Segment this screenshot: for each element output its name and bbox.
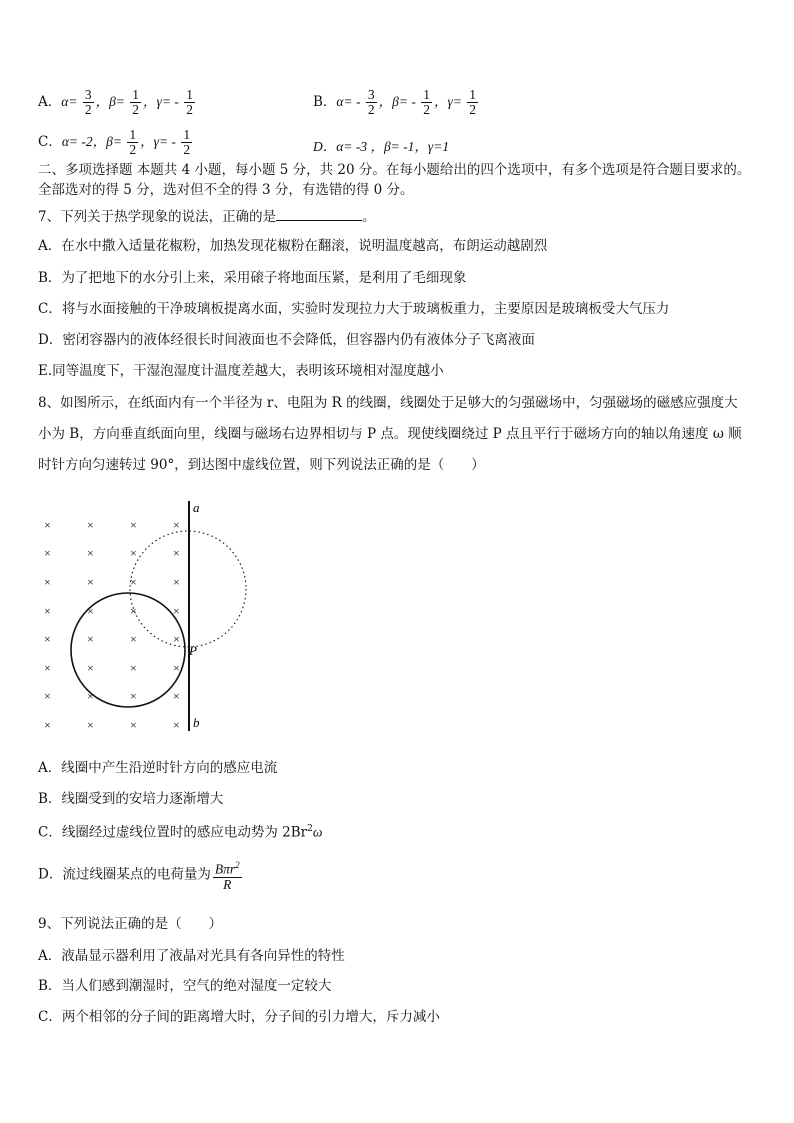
superscript: 2 bbox=[307, 824, 313, 834]
fraction-numerator bbox=[213, 858, 242, 878]
field-cross-grid bbox=[44, 518, 180, 732]
fraction-denominator: 2 bbox=[186, 102, 193, 117]
q9-option-b: B．当人们感到潮湿时，空气的绝对湿度一定较大 bbox=[38, 978, 332, 994]
field-cross: × bbox=[173, 546, 180, 560]
fraction-numerator: 3 bbox=[367, 87, 375, 102]
fraction bbox=[366, 88, 377, 117]
field-cross: × bbox=[44, 661, 51, 675]
coil-solid-circle bbox=[71, 593, 185, 707]
q8-option-b: B．线圈受到的安培力逐渐增大 bbox=[38, 791, 224, 807]
q9-option-c: C．两个相邻的分子间的距离增大时，分子间的引力增大，斥力减小 bbox=[38, 1009, 440, 1025]
fraction bbox=[127, 128, 138, 157]
alpha-beta-label: α= -2，β= bbox=[61, 134, 126, 149]
field-cross: × bbox=[130, 575, 137, 589]
q6-option-d bbox=[313, 135, 449, 155]
omega-symbol: ω bbox=[312, 824, 323, 840]
field-cross: × bbox=[130, 518, 137, 532]
q7-option-d: D．密闭容器内的液体经很长时间液面也不会降低，但容器内仍有液体分子飞离液面 bbox=[38, 332, 535, 348]
field-cross: × bbox=[130, 632, 137, 646]
q7-option-e: E.同等温度下，干湿泡湿度计温度差越大，表明该环境相对湿度越小 bbox=[38, 363, 444, 379]
field-cross: × bbox=[173, 518, 180, 532]
q8-stem-line-3: 时针方向匀速转过 90°，到达图中虚线位置，则下列说法正确的是（ ） bbox=[38, 457, 485, 473]
section-2-instructions-line-2: 全部选对的得 5 分，选对但不全的得 3 分，有选错的得 0 分。 bbox=[38, 182, 414, 198]
label-b: b bbox=[193, 715, 200, 730]
section-2-instructions-line-1: 二、多项选择题 本题共 4 小题，每小题 5 分，共 20 分。在每小题给出的四个选项中，有多个选项是符合题目要求的。 bbox=[38, 162, 751, 178]
option-d-text: D．流过线圈某点的电荷量为 bbox=[38, 866, 211, 883]
q8-option-c bbox=[38, 819, 322, 843]
field-cross: × bbox=[173, 718, 180, 732]
field-cross: × bbox=[87, 718, 94, 732]
q6-option-a bbox=[38, 88, 197, 117]
q7-option-a: A．在水中撒入适量花椒粉，加热发现花椒粉在翻滚，说明温度越高，布朗运动越剧烈 bbox=[38, 238, 548, 254]
q8-stem-line-2: 小为 B，方向垂直纸面向里，线圈与磁场右边界相切与 P 点。现使线圈绕过 P 点且平行于磁场方向的轴以角速度 ω 顺 bbox=[38, 426, 742, 442]
field-cross: × bbox=[173, 604, 180, 618]
q7-stem-text: 7、下列关于热学现象的说法，正确的是 bbox=[38, 209, 277, 225]
option-letter: A． bbox=[38, 94, 62, 110]
q6-option-c bbox=[38, 128, 194, 157]
field-cross: × bbox=[87, 518, 94, 532]
gamma-label: ，γ= - bbox=[143, 94, 183, 109]
gamma-label: ，γ= bbox=[433, 94, 466, 109]
label-p: P bbox=[189, 643, 197, 658]
fraction-denominator: 2 bbox=[183, 142, 191, 157]
fraction-numerator: 1 bbox=[129, 127, 137, 142]
field-cross: × bbox=[44, 518, 51, 532]
magnetic-field-figure bbox=[30, 495, 270, 740]
numerator-text: Bπr bbox=[214, 861, 236, 877]
alpha-label: α= - bbox=[336, 94, 364, 109]
fraction-denominator: 2 bbox=[84, 102, 92, 117]
field-cross: × bbox=[44, 632, 51, 646]
q7-stem-end: 。 bbox=[362, 209, 376, 225]
field-cross: × bbox=[87, 689, 94, 703]
field-cross: × bbox=[44, 575, 51, 589]
field-cross: × bbox=[173, 661, 180, 675]
field-cross: × bbox=[173, 632, 180, 646]
field-cross: × bbox=[87, 661, 94, 675]
field-cross: × bbox=[130, 661, 137, 675]
field-cross: × bbox=[44, 718, 51, 732]
q8-option-d bbox=[38, 858, 244, 892]
fraction-numerator: 1 bbox=[132, 87, 140, 102]
q8-option-a: A．线圈中产生沿逆时针方向的感应电流 bbox=[38, 760, 278, 776]
field-cross: × bbox=[44, 604, 51, 618]
field-cross: × bbox=[173, 689, 180, 703]
field-cross: × bbox=[87, 632, 94, 646]
q9-stem: 9、下列说法正确的是（ ） bbox=[38, 916, 223, 932]
fraction bbox=[83, 88, 94, 117]
q7-option-c: C．将与水面接触的干净玻璃板提离水面，实验时发现拉力大于玻璃板重力，主要原因是玻璃板受大气压力 bbox=[38, 301, 670, 317]
field-cross: × bbox=[44, 689, 51, 703]
fraction bbox=[421, 88, 432, 117]
fraction-denominator: 2 bbox=[132, 102, 140, 117]
fraction-numerator: 1 bbox=[183, 127, 191, 142]
charge-fraction bbox=[213, 858, 242, 892]
option-d-text: D．α= -3 ，β= -1，γ=1 bbox=[313, 139, 450, 154]
field-cross: × bbox=[87, 604, 94, 618]
field-cross: × bbox=[44, 546, 51, 560]
gamma-label: ，γ= - bbox=[140, 134, 180, 149]
q8-stem-line-1: 8、如图所示，在纸面内有一个半径为 r、电阻为 R 的线圈，线圈处于足够大的匀强磁场中，匀强磁场的磁感应强度大 bbox=[38, 395, 738, 411]
q7-stem bbox=[38, 206, 376, 227]
fraction-denominator: 2 bbox=[469, 102, 477, 117]
fraction-numerator: 1 bbox=[423, 87, 430, 102]
alpha-label: α= bbox=[61, 94, 81, 109]
beta-label: ，β= bbox=[95, 94, 129, 109]
field-cross: × bbox=[130, 604, 137, 618]
fraction-denominator: 2 bbox=[129, 142, 137, 157]
option-letter: B． bbox=[313, 94, 337, 110]
fraction bbox=[130, 88, 141, 117]
fraction-numerator: 3 bbox=[84, 87, 92, 102]
option-letter: C． bbox=[38, 134, 62, 150]
field-cross: × bbox=[130, 546, 137, 560]
field-cross: × bbox=[130, 718, 137, 732]
fraction-numerator: 1 bbox=[186, 87, 193, 102]
fraction-denominator: 2 bbox=[367, 102, 375, 117]
field-cross: × bbox=[130, 689, 137, 703]
answer-blank bbox=[276, 206, 362, 221]
fraction bbox=[467, 88, 478, 117]
q6-option-b bbox=[313, 88, 480, 117]
superscript: 2 bbox=[235, 860, 240, 870]
fraction-numerator: 1 bbox=[469, 87, 477, 102]
field-cross: × bbox=[173, 575, 180, 589]
fraction-denominator: 2 bbox=[423, 102, 430, 117]
field-cross: × bbox=[87, 546, 94, 560]
option-c-text: C．线圈经过虚线位置时的感应电动势为 2Br bbox=[38, 824, 308, 841]
fraction bbox=[181, 128, 192, 157]
fraction-denominator: R bbox=[223, 876, 232, 892]
q9-option-a: A．液晶显示器利用了液晶对光具有各向异性的特性 bbox=[38, 948, 345, 964]
beta-label: ，β= - bbox=[378, 94, 420, 109]
field-cross: × bbox=[87, 575, 94, 589]
fraction bbox=[184, 88, 195, 117]
q7-option-b: B．为了把地下的水分引上来，采用磙子将地面压紧，是利用了毛细现象 bbox=[38, 270, 467, 286]
label-a: a bbox=[193, 500, 200, 515]
